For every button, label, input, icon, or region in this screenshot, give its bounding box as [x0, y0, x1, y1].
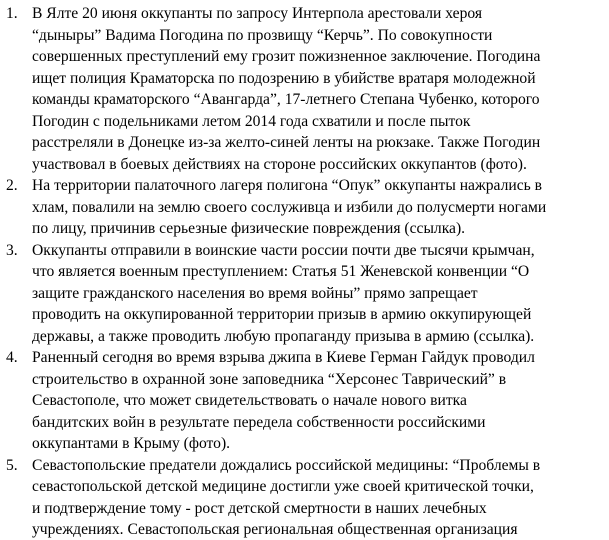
text-line: участвовал в боевых действиях на стороне российских оккупантов (фото).	[32, 155, 527, 173]
item-number: 1.	[6, 5, 18, 22]
text-line: Раненный сегодня во время взрыва джипа в Киеве Герман Гайдук проводил	[32, 349, 535, 366]
text-line: и подтверждение тому - рост детской смертности в наших лечебных	[32, 499, 487, 517]
text-line: “дыныры” Вадима Погодина по прозвищу “Керчь”. По совокупности	[32, 26, 493, 44]
text-line: ищет полиция Краматорска по подозрению в убийстве вратаря молодежной	[32, 69, 536, 87]
text-line: команды краматорского “Авангарда”, 17-летнего Степана Чубенко, которого	[32, 91, 540, 108]
list-item-4	[0, 347, 602, 455]
text-line: бандитских войн в результате передела собственности российскими	[32, 413, 486, 431]
text-line: защите гражданского населения во время войны” прямо запрещает	[32, 284, 478, 302]
item-number: 5.	[6, 456, 18, 474]
text-line: севастопольской детской медицине достигли уже своей критической точки,	[32, 478, 534, 495]
text-line: что является военным преступлением: Статья 51 Женевской конвенции “О	[32, 263, 530, 280]
text-line: На территории палаточного лагеря полигона “Опук” оккупанты нажрались в	[32, 177, 543, 194]
text-line: Погодин с подельниками летом 2014 года схватили и после пыток	[32, 112, 471, 130]
text-line: проводить на оккупированной территории призыв в армию оккупирующей	[32, 306, 532, 323]
text-line: В Ялте 20 июня оккупанты по запросу Интерпола арестовали хероя	[32, 5, 483, 22]
numbered-news-list	[0, 3, 609, 540]
text-line: расстреляли в Донецке из-за желто-синей ленты на рюкзаке. Также Погодин	[32, 134, 541, 151]
text-line: совершенных преступлений ему грозит пожизненное заключение. Погодина	[32, 48, 541, 65]
text-line: по лицу, причинив серьезные физические повреждения (ссылка).	[32, 220, 466, 237]
list-item-1	[0, 3, 602, 175]
list-item-5	[0, 455, 602, 540]
item-number: 4.	[6, 349, 18, 366]
item-number: 2.	[6, 177, 18, 194]
text-line: Севастополе, что может свидетельствовать о начале нового витка	[32, 392, 467, 409]
item-number: 3.	[6, 241, 18, 259]
text-line: хлам, повалили на землю своего сослуживца и избили до полусмерти ногами	[32, 198, 547, 216]
text-line: Севастопольские предатели дождались российской медицины: “Проблемы в	[32, 456, 541, 474]
list-item-2	[0, 175, 602, 240]
list-item-3	[0, 240, 602, 348]
text-line: строительство в охранной зоне заповедника “Херсонес Таврический” в	[32, 370, 507, 388]
text-line: учреждениях. Севастопольская региональная общественная организация	[32, 521, 518, 538]
text-line: оккупантами в Крыму (фото).	[32, 435, 231, 452]
text-line: Оккупанты отправили в воинские части россии почти две тысячи крымчан,	[32, 241, 535, 259]
text-line: державы, а также проводить любую пропаганду призыва в армию (ссылка).	[32, 327, 535, 345]
